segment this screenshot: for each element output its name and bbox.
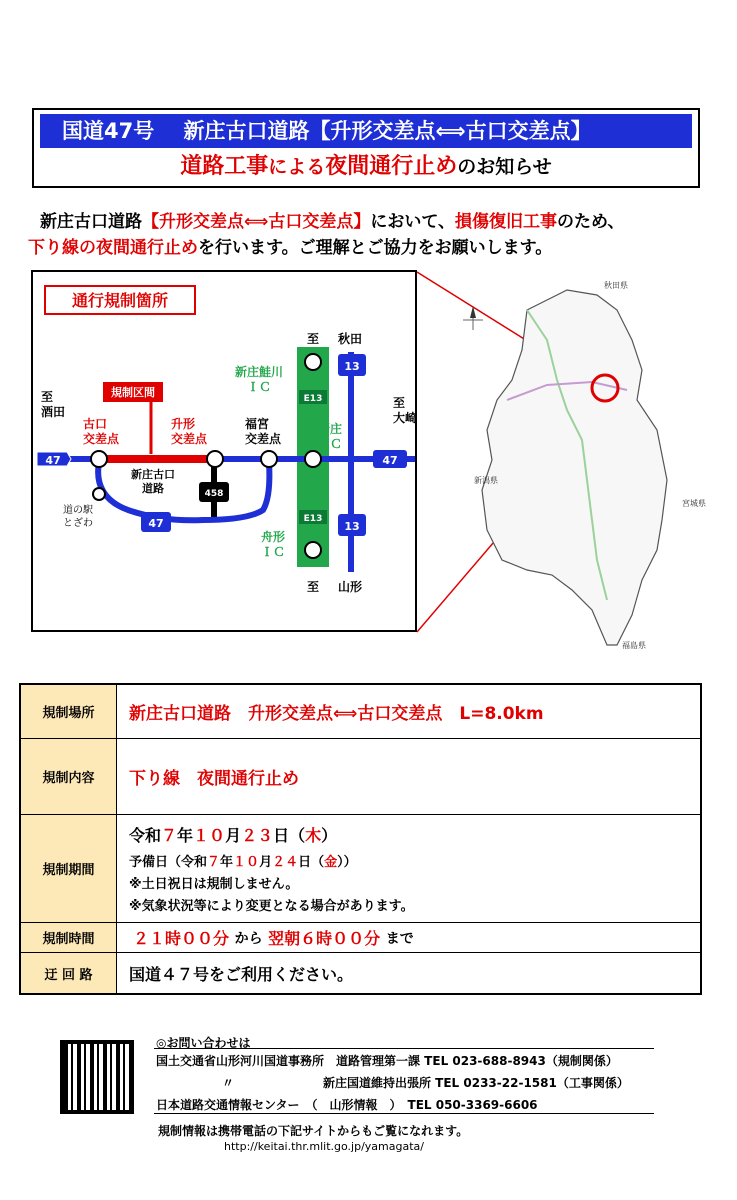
- section-label: 通行規制箇所: [71, 291, 169, 310]
- period-main: [129, 823, 337, 846]
- notice-red-1: 道路工事: [180, 154, 269, 179]
- restricted-section: [99, 455, 215, 463]
- title-route: 国道47号: [62, 119, 155, 143]
- time-from: から: [234, 930, 263, 947]
- table-row-period: [21, 815, 700, 923]
- time-start: ２１時００分: [133, 929, 230, 948]
- time-end: 翌朝６時００分: [268, 929, 381, 948]
- funagata-ic-label: 舟形 ＩＣ: [261, 530, 286, 559]
- contact-ditto: 〃: [222, 1076, 235, 1090]
- table-row-detour: [21, 953, 700, 993]
- table-header: 迂 回 路: [21, 953, 117, 993]
- fukumiya-label: 福宮 交差点: [245, 417, 282, 446]
- furukuchi-node: [91, 451, 107, 467]
- michinoeki-node: [93, 488, 105, 500]
- notice-heading: [34, 150, 698, 184]
- table-cell-detour: 国道４７号をご利用ください。: [129, 964, 354, 984]
- spare-num: １０: [233, 855, 260, 870]
- table-row-location: [21, 685, 700, 739]
- e13-label: E13: [303, 514, 323, 524]
- miyagi-pref-label: 宮城県: [682, 499, 706, 508]
- spare-text: 年: [220, 855, 234, 870]
- to-akita-zhi: 至: [307, 332, 320, 346]
- road-name-label: 新庄古口 道路: [131, 468, 175, 495]
- intro-text: 新庄古口道路: [40, 212, 142, 232]
- notice-red-small: による: [268, 156, 326, 178]
- route-47-label: 47: [45, 454, 61, 467]
- prefecture-map: [417, 270, 717, 670]
- intro-red-section: 【升形交差点⟺古口交差点】: [142, 212, 371, 232]
- title-road: 新庄古口道路【升形交差点: [183, 119, 436, 143]
- michinoeki-label: 道の駅 とざわ: [63, 505, 93, 529]
- route-13-label: 13: [344, 360, 360, 373]
- funagata-ic-node: [305, 542, 321, 558]
- spare-text: 予備日（令和: [129, 855, 208, 870]
- period-text: 月: [225, 826, 242, 845]
- to-yamagata-zhi: 至: [307, 580, 320, 594]
- route-47-old: [98, 462, 269, 520]
- header-box: [32, 108, 700, 188]
- period-text: ）: [321, 826, 338, 845]
- niigata-pref-label: 新潟県: [474, 476, 498, 485]
- intro-red-work: 損傷復旧工事: [455, 212, 558, 232]
- contact-title: ◎お問い合わせは: [156, 1036, 251, 1050]
- period-spare: [129, 851, 357, 870]
- to-akita-label: 秋田: [338, 332, 363, 346]
- table-cell-content: 下り線 夜間通行止め: [129, 769, 299, 789]
- to-ozaki-label: 至 大崎: [393, 396, 418, 425]
- route-47-label: 47: [382, 454, 398, 467]
- intro-red-closure: 下り線の夜間通行止め: [28, 238, 198, 258]
- time-until: まで: [385, 930, 414, 947]
- table-row-time: [21, 923, 700, 953]
- period-note-2: ※気象状況等により変更となる場合があります。: [129, 899, 414, 914]
- intro-text: のため、: [557, 212, 625, 232]
- notice-tail: のお知らせ: [457, 156, 552, 178]
- yamagata-outline: [482, 290, 667, 645]
- shokei-label: 升形 交差点: [171, 417, 208, 446]
- route-map-drawing: [33, 272, 418, 630]
- table-row-content: [21, 739, 700, 815]
- intro-line-2: [28, 233, 552, 258]
- contact-line-3: 日本道路交通情報センター （ 山形情報 ） TEL 050-3369-6606: [156, 1098, 538, 1112]
- table-cell-time: [133, 923, 414, 952]
- sakegawa-ic-node: [305, 354, 321, 370]
- furukuchi-label: 古口 交差点: [83, 417, 120, 446]
- route-47-label: 47: [148, 517, 164, 530]
- contact-line-2: 新庄国道維持出張所 TEL 0233-22-1581（工事関係）: [323, 1076, 629, 1090]
- qr-code-icon[interactable]: [60, 1040, 134, 1114]
- contact-line-1: 国土交通省山形河川国道事務所 道路管理第一課 TEL 023-688-8943（規制関係）: [156, 1054, 618, 1068]
- period-num: １０: [193, 826, 226, 845]
- fukushima-pref-label: 福島県: [622, 641, 646, 650]
- title-bar: [40, 114, 692, 148]
- period-text: 年: [177, 826, 194, 845]
- notice-red-2: 夜間通行止め: [325, 154, 458, 179]
- regulation-table: [19, 683, 702, 995]
- shinjo-ic-node: [305, 451, 321, 467]
- e13-label: E13: [303, 394, 323, 404]
- table-header: 規制場所: [21, 685, 117, 738]
- spare-text: 日（: [298, 855, 325, 870]
- route-map: [31, 270, 417, 632]
- contact-divider-bottom: [154, 1113, 654, 1114]
- mobile-url-link[interactable]: http://keitai.thr.mlit.go.jp/yamagata/: [224, 1140, 424, 1153]
- restriction-badge-label: 規制区間: [111, 386, 155, 399]
- route-13-label: 13: [344, 520, 360, 533]
- period-num: ７: [161, 826, 178, 845]
- spare-num: ２４: [272, 855, 299, 870]
- shokei-node: [207, 451, 223, 467]
- sakegawa-ic-label: 新庄鮭川 ＩＣ: [235, 365, 284, 394]
- spare-num: ７: [207, 855, 221, 870]
- table-header: 規制時間: [21, 923, 117, 952]
- akita-pref-label: 秋田県: [604, 281, 628, 290]
- shinjo-ic-label: 新庄 ＩＣ: [318, 422, 343, 451]
- intro-text: において、: [370, 212, 456, 232]
- mobile-note: 規制情報は携帯電話の下記サイトからもご覧になれます。: [158, 1124, 469, 1138]
- table-cell-location: 新庄古口道路 升形交差点⟺古口交差点 L=8.0km: [129, 704, 544, 724]
- spare-weekday: 金: [324, 855, 338, 870]
- table-header: 規制期間: [21, 815, 117, 922]
- period-note-1: ※土日祝日は規制しません。: [129, 877, 299, 892]
- intro-text: を行います。ご理解とご協力をお願いします。: [198, 238, 553, 258]
- title-road-end: 古口交差点】: [465, 119, 592, 143]
- period-weekday: 木: [305, 826, 322, 845]
- contact-divider: [154, 1048, 654, 1049]
- to-yamagata-label: 山形: [338, 580, 363, 594]
- double-arrow-icon: ⟺: [435, 119, 466, 143]
- period-text: 日（: [273, 826, 306, 845]
- to-sakata-label: 至 酒田: [41, 390, 66, 419]
- table-header: 規制内容: [21, 739, 117, 814]
- intro-line-1: [40, 207, 624, 232]
- period-num: ２３: [241, 826, 274, 845]
- period-text: 令和: [129, 826, 162, 845]
- spare-text: 月: [259, 855, 273, 870]
- fukumiya-node: [261, 451, 277, 467]
- route-458-label: 458: [204, 489, 224, 499]
- compass-icon: [463, 306, 483, 330]
- spare-text: ））: [337, 855, 357, 870]
